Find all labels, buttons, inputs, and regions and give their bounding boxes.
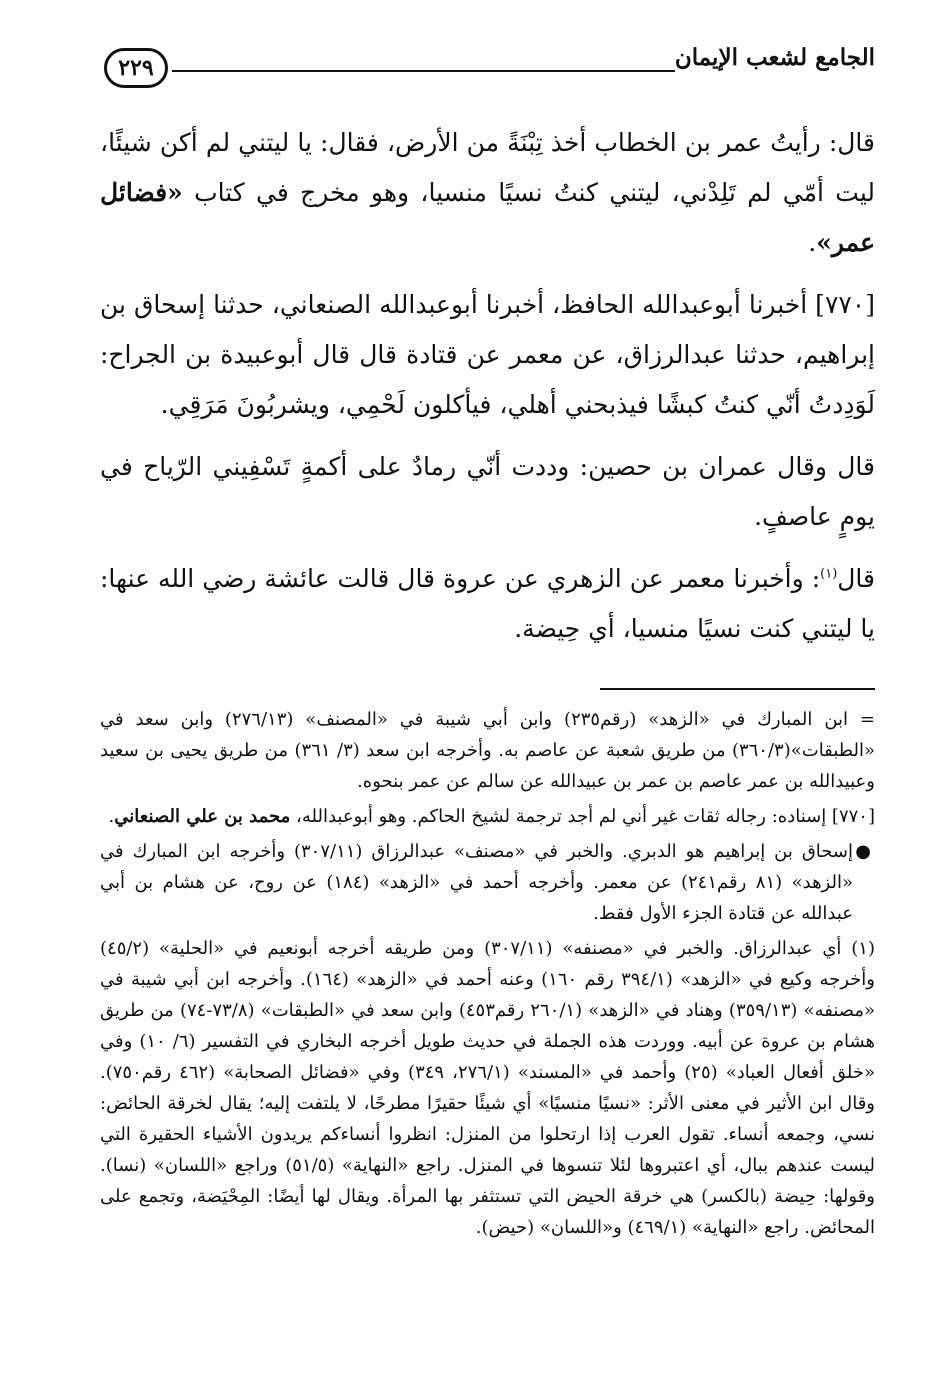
header-rule	[172, 70, 675, 72]
paragraph-2: [٧٧٠] أخبرنا أبوعبدالله الحافظ، أخبرنا أبوعبدالله الصنعاني، حدثنا إسحاق بن إبراهيم، حدثنا عبدالرزاق، عن معمر عن قتادة قال قال أبوعبيدة بن الجراح: لَوَدِدتُ أنّي كنتُ كبشًا فيذبحني أهلي، فيأكلون لَحْمِي، ويشربُونَ مَرَقِي.	[100, 290, 875, 419]
footnote-1: (١) أي عبدالرزاق. والخبر في «مصنفه» (٣٠٧/١١) ومن طريقه أخرجه أبونعيم في «الحلية» (٤٥/٢) وأخرجه وكيع في «الزهد» (٣٩٤/١ رقم ١٦٠) وعنه أحمد في «الزهد» (١٦٤). وأخرجه ابن أبي شيبة في «مصنفه» (٣٥٩/١٣) وهناد في «الزهد» (٢٦٠/١ رقم٤٥٣) وابن سعد في «الطبقات» (٧٣/٨-٧٤) من طريق هشام بن عروة عن أبيه. ووردت هذه الجملة في حديث طويل أخرجه البخاري في التفسير (٦/ ١٠) وفي «خلق أفعال العباد» (٢٥) وأحمد في «المسند» (٢٧٦/١، ٣٤٩) وفي «فضائل الصحابة» (٤٦٢ رقم٧٥٠). وقال ابن الأثير في معنى الأثر: «نسيًا منسيًا» أي شيئًا حقيرًا مطرحًا، لا يلتفت إليه؛ يقال لخرقة الحائض: نسي، وجمعه أنساء. تقول العرب إذا ارتحلوا من المنزل: انظروا أنساءكم يريدون الأشياء الحقيرة التي ليست عندهم ببال، أي اعتبروها لئلا تنسوها في المنزل. راجع «النهاية» (٥١/٥) وراجع «اللسان» (نسا). وقولها: حِيضة (بالكسر) هي خرقة الحيض التي تستثفر بها المرأة. ويقال لها أيضًا: المِحْيَضة، وتجمع على المحائض. راجع «النهاية» (٤٦٩/١) و«اللسان» (حيض).	[100, 938, 876, 1238]
paragraph-1: قال: رأيتُ عمر بن الخطاب أخذ تِبْنَةً من الأرض، فقال: يا ليتني لم أكن شيئًا، ليت أمّي لم تَلِدْني، ليتني كنتُ نسيًا منسيا، وهو مخرج في كتاب «فضائل عمر».	[100, 128, 875, 257]
narrator-name: محمد بن علي الصنعاني	[114, 806, 291, 827]
footnote-continued: = ابن المبارك في «الزهد» (رقم٢٣٥) وابن أبي شيبة في «المصنف» (٢٧٦/١٣) وابن سعد في «الطبقات»(٣٦٠/٣) من طريق شعبة عن عاصم به. وأخرجه ابن سعد (٣/ ٣٦١) من طريق يحيى بن سعيد وعبيدالله بن عمر عاصم بن عمر بن عبيدالله عن سالم عن عمر بنحوه.	[100, 709, 876, 792]
footnote-separator	[600, 688, 875, 690]
paragraph-4: قال$^{(١)}$: وأخبرنا معمر عن الزهري عن عروة قال قالت عائشة رضي الله عنها: يا ليتني كنت نسيًا منسيا، أي حِيضة.	[100, 564, 875, 643]
header-title: الجامع لشعب الإيمان	[674, 44, 875, 71]
bullet-icon: ●	[855, 841, 871, 862]
paragraph-3: قال وقال عمران بن حصين: وددت أنّي رمادٌ على أكمةٍ تَسْفِيني الرّياح في يومٍ عاصفٍ.	[100, 452, 875, 531]
page-number: ٢٢٩	[104, 48, 168, 88]
footnote-770: [٧٧٠] إسناده: رجاله ثقات غير أني لم أجد ترجمة لشيخ الحاكم. وهو أبوعبدالله، محمد بن علي الصنعاني.	[108, 806, 875, 827]
footnotes	[100, 704, 875, 1243]
document-page	[100, 36, 875, 1247]
footnote-marker: (١)	[820, 566, 838, 582]
footnote-770-bullet: ● إسحاق بن إبراهيم هو الدبري. والخبر في «مصنف» عبدالرزاق (٣٠٧/١١) وأخرجه ابن المبارك في «الزهد» (٨١ رقم٢٤١) عن معمر. وأخرجه أحمد في «الزهد» (١٨٤) عن روح، عن هشام بن أبي عبدالله عن قتادة الجزء الأول فقط.	[100, 836, 875, 929]
running-header	[100, 36, 875, 88]
main-text	[100, 118, 875, 654]
book-title: «فضائل عمر»	[100, 178, 875, 257]
